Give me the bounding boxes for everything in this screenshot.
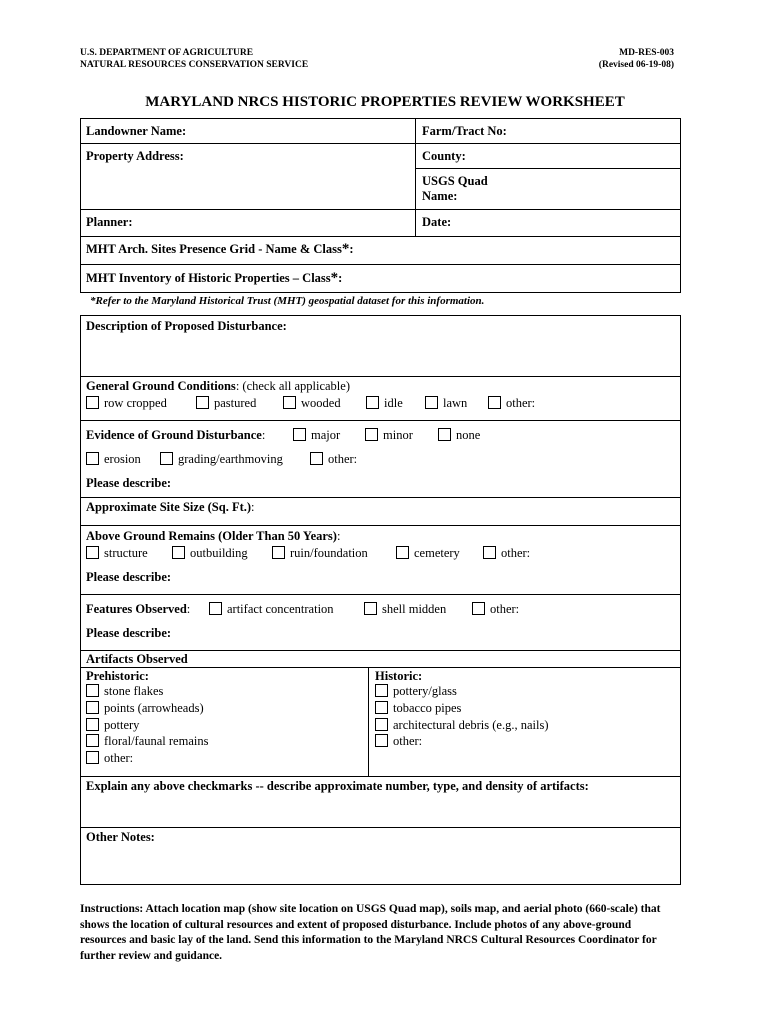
checkbox-floral-faunal[interactable] xyxy=(86,734,208,749)
checkbox-historic-other[interactable] xyxy=(375,734,422,749)
date-field[interactable]: Date: xyxy=(422,215,452,229)
identification-table xyxy=(80,118,681,293)
farm-tract-field[interactable]: Farm/Tract No: xyxy=(422,124,507,138)
checkbox-icon[interactable] xyxy=(86,396,99,409)
option-label: lawn xyxy=(443,396,468,410)
option-label: shell midden xyxy=(382,602,447,616)
form-id: MD-RES-003 xyxy=(619,48,674,58)
revision-date: (Revised 06-19-08) xyxy=(598,60,674,70)
checkbox-prehistoric-pottery[interactable] xyxy=(86,718,139,733)
checkbox-stone-flakes[interactable] xyxy=(86,684,163,699)
ground-conditions-heading xyxy=(86,379,350,394)
option-label: pastured xyxy=(214,396,257,410)
option-label: other: xyxy=(501,546,531,560)
checkbox-icon[interactable] xyxy=(86,684,99,697)
checkbox-features-other[interactable] xyxy=(472,602,519,617)
checkbox-icon[interactable] xyxy=(366,396,379,409)
checkbox-icon[interactable] xyxy=(438,428,451,441)
checkbox-icon[interactable] xyxy=(293,428,306,441)
checkbox-above-other[interactable] xyxy=(483,546,530,561)
option-label: wooded xyxy=(301,396,341,410)
evidence-describe-field[interactable]: Please describe: xyxy=(86,476,172,490)
evidence-heading xyxy=(86,428,265,443)
colon: : xyxy=(261,428,266,442)
usgs-quad-label-2: Name: xyxy=(422,189,458,203)
form-id-block xyxy=(599,47,674,71)
checkbox-minor[interactable] xyxy=(365,428,413,443)
checkbox-icon[interactable] xyxy=(283,396,296,409)
checkbox-icon[interactable] xyxy=(488,396,501,409)
checkbox-icon[interactable] xyxy=(483,546,496,559)
checkbox-icon[interactable] xyxy=(86,734,99,747)
checkbox-idle[interactable] xyxy=(366,396,403,411)
checkbox-major[interactable] xyxy=(293,428,340,443)
checkbox-architectural-debris[interactable] xyxy=(375,718,549,733)
option-label: ruin/foundation xyxy=(290,546,368,560)
above-ground-describe-field[interactable]: Please describe: xyxy=(86,570,172,584)
checkbox-erosion[interactable] xyxy=(86,452,141,467)
id-table-divider xyxy=(415,118,416,236)
disturbance-description-field[interactable]: Description of Proposed Disturbance: xyxy=(86,319,287,333)
instructions-text: Instructions: Attach location map (show site location on USGS Quad map), soils map, and aerial photo (660-scale) that shows the location of cultural resources and extent of proposed disturbance. Include photos of any above-ground resources and basic lay of the land. Send this information to the Maryland NRCS Cultural Resources Coordinator for further review and guidance. xyxy=(80,903,661,962)
checkbox-icon[interactable] xyxy=(86,751,99,764)
option-label: stone flakes xyxy=(104,684,164,698)
page-title: MARYLAND NRCS HISTORIC PROPERTIES REVIEW WORKSHEET xyxy=(145,94,625,110)
option-label: floral/faunal remains xyxy=(104,734,209,748)
usgs-quad-field[interactable] xyxy=(422,174,488,204)
option-label: minor xyxy=(383,428,413,442)
option-label: major xyxy=(311,428,341,442)
checkbox-ruin-foundation[interactable] xyxy=(272,546,368,561)
checkbox-tobacco-pipes[interactable] xyxy=(375,701,461,716)
checkbox-icon[interactable] xyxy=(425,396,438,409)
site-size-field[interactable] xyxy=(86,500,255,515)
checkbox-cemetery[interactable] xyxy=(396,546,460,561)
checkbox-icon[interactable] xyxy=(472,602,485,615)
option-label: other: xyxy=(490,602,520,616)
checkbox-prehistoric-other[interactable] xyxy=(86,751,133,766)
planner-field[interactable]: Planner: xyxy=(86,215,133,229)
checkbox-outbuilding[interactable] xyxy=(172,546,248,561)
option-label: grading/earthmoving xyxy=(178,452,283,466)
checkbox-icon[interactable] xyxy=(310,452,323,465)
agency-line-2: NATURAL RESOURCES CONSERVATION SERVICE xyxy=(80,60,309,70)
mht-inventory-field[interactable] xyxy=(86,271,342,286)
checkbox-icon[interactable] xyxy=(375,684,388,697)
checkbox-lawn[interactable] xyxy=(425,396,467,411)
other-notes-field[interactable]: Other Notes: xyxy=(86,830,155,844)
option-label: structure xyxy=(104,546,148,560)
checkbox-icon[interactable] xyxy=(365,428,378,441)
asterisk: * xyxy=(330,270,339,286)
mht-arch-sites-label: MHT Arch. Sites Presence Grid - Name & Class xyxy=(86,242,342,256)
colon: : xyxy=(336,529,341,543)
mht-inventory-label: MHT Inventory of Historic Properties – Class xyxy=(86,271,331,285)
checkbox-icon[interactable] xyxy=(364,602,377,615)
checkbox-icon[interactable] xyxy=(375,701,388,714)
option-label: other: xyxy=(393,734,423,748)
option-label: erosion xyxy=(104,452,141,466)
prehistoric-heading: Prehistoric: xyxy=(86,669,149,683)
usgs-quad-label-1: USGS Quad xyxy=(422,174,488,188)
explain-checkmarks-field[interactable]: Explain any above checkmarks -- describe approximate number, type, and density of artifacts: xyxy=(86,779,589,793)
checkbox-none[interactable] xyxy=(438,428,480,443)
checkbox-pastured[interactable] xyxy=(196,396,256,411)
option-label: artifact concentration xyxy=(227,602,334,616)
checkbox-points[interactable] xyxy=(86,701,204,716)
option-label: other: xyxy=(104,751,134,765)
checkbox-icon[interactable] xyxy=(196,396,209,409)
checkbox-icon[interactable] xyxy=(172,546,185,559)
option-label: outbuilding xyxy=(190,546,248,560)
checkbox-icon[interactable] xyxy=(375,734,388,747)
colon: : xyxy=(349,242,354,256)
mht-arch-sites-field[interactable] xyxy=(86,242,354,257)
checkbox-icon[interactable] xyxy=(86,718,99,731)
option-label: points (arrowheads) xyxy=(104,701,204,715)
checkbox-ground-other[interactable] xyxy=(488,396,535,411)
option-label: none xyxy=(456,428,481,442)
checkbox-icon[interactable] xyxy=(272,546,285,559)
option-label: tobacco pipes xyxy=(393,701,462,715)
mht-footnote: *Refer to the Maryland Historical Trust (MHT) geospatial dataset for this information. xyxy=(90,295,485,307)
checkbox-icon[interactable] xyxy=(86,452,99,465)
checkbox-pottery-glass[interactable] xyxy=(375,684,457,699)
evidence-label: Evidence of Ground Disturbance xyxy=(86,428,262,442)
option-label: other: xyxy=(506,396,536,410)
colon: : xyxy=(251,500,255,514)
colon: : xyxy=(338,271,343,285)
checkbox-wooded[interactable] xyxy=(283,396,341,411)
option-label: pottery xyxy=(104,718,140,732)
checkbox-icon[interactable] xyxy=(160,452,173,465)
checkbox-row-cropped[interactable] xyxy=(86,396,167,411)
option-label: row cropped xyxy=(104,396,167,410)
ground-conditions-hint: : (check all applicable) xyxy=(235,379,350,393)
checkbox-icon[interactable] xyxy=(86,546,99,559)
artifacts-divider xyxy=(368,667,369,776)
landowner-name-field[interactable]: Landowner Name: xyxy=(86,124,187,138)
option-label: architectural debris (e.g., nails) xyxy=(393,718,549,732)
checkbox-artifact-concentration[interactable] xyxy=(209,602,334,617)
option-label: cemetery xyxy=(414,546,460,560)
checkbox-icon[interactable] xyxy=(396,546,409,559)
option-label: other: xyxy=(328,452,358,466)
features-describe-field[interactable]: Please describe: xyxy=(86,626,172,640)
features-label: Features Observed xyxy=(86,602,187,616)
option-label: idle xyxy=(384,396,403,410)
above-ground-heading xyxy=(86,529,340,544)
site-size-label: Approximate Site Size (Sq. Ft.) xyxy=(86,500,252,514)
artifacts-heading: Artifacts Observed xyxy=(86,652,188,666)
historic-heading: Historic: xyxy=(375,669,423,683)
checkbox-evidence-other[interactable] xyxy=(310,452,357,467)
agency-name xyxy=(80,47,308,71)
colon: : xyxy=(186,602,191,616)
checkbox-structure[interactable] xyxy=(86,546,148,561)
asterisk: * xyxy=(341,241,350,257)
county-field[interactable]: County: xyxy=(422,149,466,163)
above-ground-label: Above Ground Remains (Older Than 50 Years) xyxy=(86,529,337,543)
agency-line-1: U.S. DEPARTMENT OF AGRICULTURE xyxy=(80,48,254,58)
checkbox-icon[interactable] xyxy=(209,602,222,615)
checkbox-grading[interactable] xyxy=(160,452,283,467)
checkbox-icon[interactable] xyxy=(86,701,99,714)
ground-conditions-label: General Ground Conditions xyxy=(86,379,236,393)
features-heading xyxy=(86,602,190,617)
checkbox-shell-midden[interactable] xyxy=(364,602,446,617)
checkbox-icon[interactable] xyxy=(375,718,388,731)
property-address-field[interactable]: Property Address: xyxy=(86,149,184,163)
option-label: pottery/glass xyxy=(393,684,457,698)
